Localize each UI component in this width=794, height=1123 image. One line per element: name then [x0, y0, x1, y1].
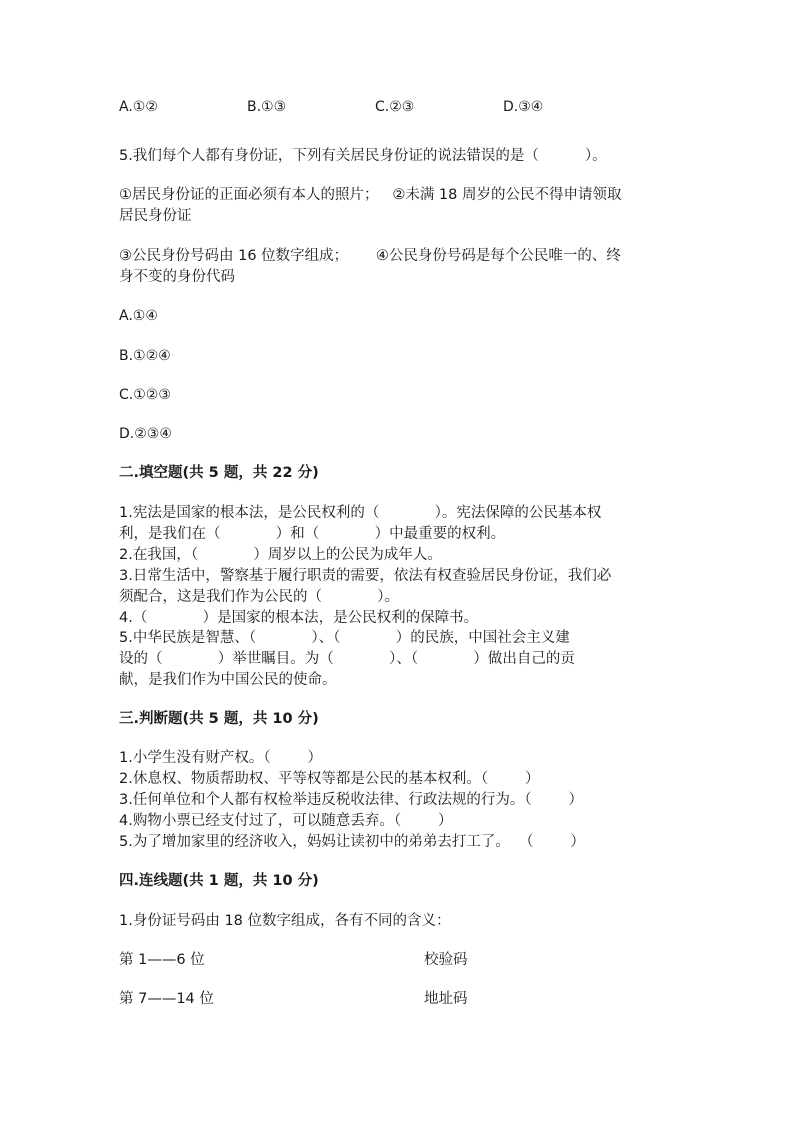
true-false-line: 3.任何单位和个人都有权检举违反税收法律、行政法规的行为。（ ） [119, 792, 583, 808]
fill-blank-line: 利，是我们在（ ）和（ ）中最重要的权利。 [119, 526, 506, 542]
fill-blank-line: 须配合，这是我们作为公民的（ ）。 [119, 589, 400, 605]
q5-statement-line: ①居民身份证的正面必须有本人的照片； ②未满 18 周岁的公民不得申请领取 [119, 187, 622, 203]
true-false-line: 5.为了增加家里的经济收入，妈妈让读初中的弟弟去打工了。 （ ） [119, 834, 585, 850]
q5-statement-line: 身不变的身份代码 [119, 269, 235, 285]
matching-right-item: 地址码 [424, 991, 468, 1007]
true-false-line: 4.购物小票已经支付过了，可以随意丢弃。（ ） [119, 813, 453, 829]
section-heading-true-false: 三.判断题(共 5 题，共 10 分) [119, 711, 319, 727]
q5-statement-line: ③公民身份号码由 16 位数字组成； ④公民身份号码是每个公民唯一的、终 [119, 248, 621, 264]
section-heading-matching: 四.连线题(共 1 题，共 10 分) [119, 873, 319, 889]
q5-option-a: A.①④ [119, 308, 158, 324]
q5-statement-line: 居民身份证 [119, 208, 192, 224]
fill-blank-line: 3.日常生活中，警察基于履行职责的需要，依法有权查验居民身份证，我们必 [119, 568, 612, 584]
fill-blank-line: 5.中华民族是智慧、（ ）、（ ）的民族，中国社会主义建 [119, 630, 570, 646]
fill-blank-line: 1.宪法是国家的根本法，是公民权利的（ ）。宪法保障的公民基本权 [119, 505, 602, 521]
fill-blank-line: 2.在我国，（ ）周岁以上的公民为成年人。 [119, 547, 442, 563]
matching-left-item: 第 7——14 位 [119, 991, 214, 1007]
q4-option-a: A.①② [119, 99, 158, 115]
q4-option-c: C.②③ [375, 99, 415, 115]
fill-blank-line: 设的（ ）举世瞩目。为（ ）、（ ）做出自己的贡 [119, 651, 575, 667]
q5-option-d: D.②③④ [119, 426, 172, 442]
true-false-line: 1.小学生没有财产权。（ ） [119, 750, 322, 766]
q4-option-d: D.③④ [503, 99, 544, 115]
section-heading-fill-blank: 二.填空题(共 5 题，共 22 分) [119, 465, 319, 481]
matching-intro: 1.身份证号码由 18 位数字组成，各有不同的含义： [119, 913, 451, 929]
q4-option-b: B.①③ [247, 99, 287, 115]
matching-right-item: 校验码 [424, 952, 468, 968]
q5-stem: 5.我们每个人都有身份证，下列有关居民身份证的说法错误的是（ ）。 [119, 148, 607, 164]
q5-option-b: B.①②④ [119, 348, 171, 364]
true-false-line: 2.休息权、物质帮助权、平等权等都是公民的基本权利。（ ） [119, 771, 540, 787]
fill-blank-line: 献，是我们作为中国公民的使命。 [119, 672, 337, 688]
q5-option-c: C.①②③ [119, 387, 171, 403]
matching-left-item: 第 1——6 位 [119, 952, 205, 968]
fill-blank-line: 4.（ ）是国家的根本法，是公民权利的保障书。 [119, 610, 479, 626]
